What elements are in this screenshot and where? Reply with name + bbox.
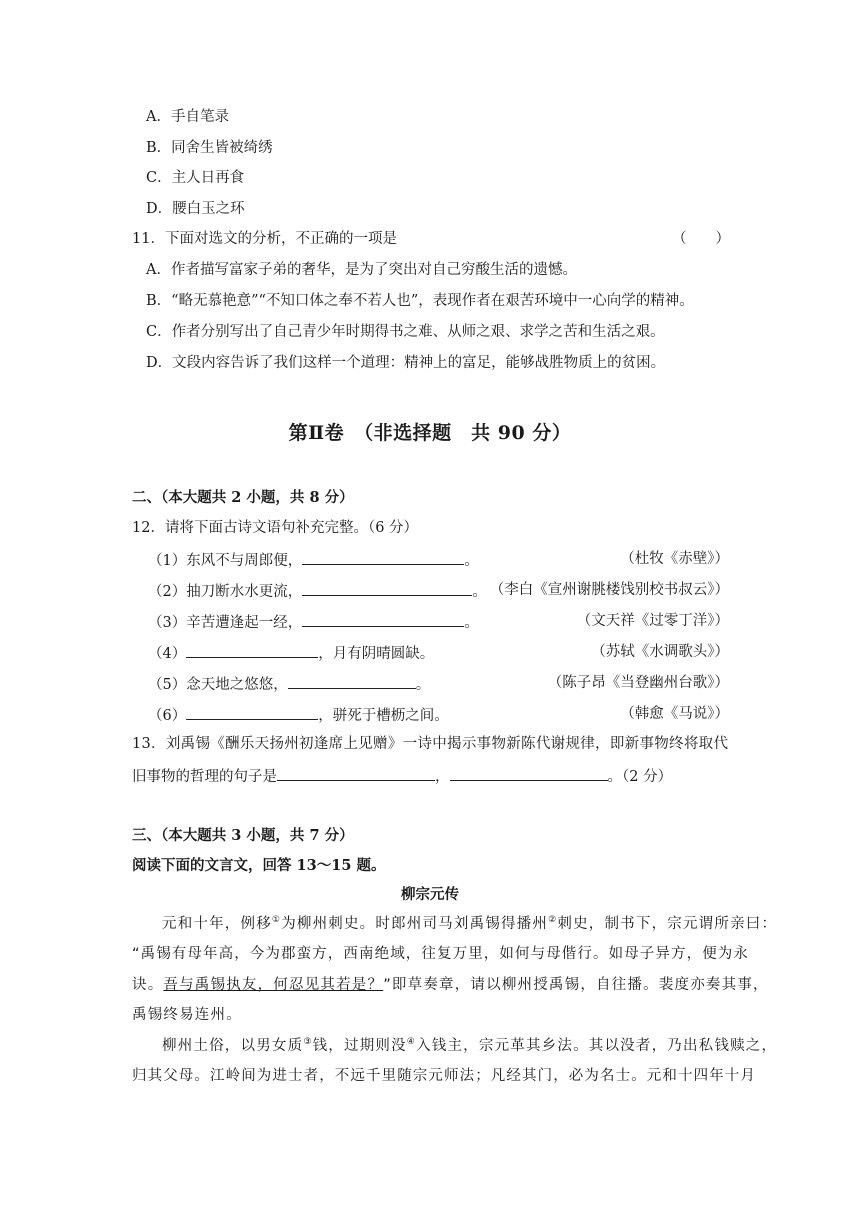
answer-blank[interactable]	[288, 673, 416, 689]
fill-item-suffix: ，骈死于槽枥之间。	[318, 708, 449, 724]
option-d: D．腰白玉之环	[146, 201, 245, 217]
fill-item-suffix: 。	[464, 615, 479, 631]
fill-item-source: （韩愈《马说》）	[620, 706, 729, 722]
reading-instruction: 阅读下面的文言文，回答 13～15 题。	[132, 857, 386, 874]
q11-option-d: D．文段内容告诉了我们这样一个道理：精神上的富足，能够战胜物质上的贫困。	[146, 355, 666, 371]
fill-item-prefix: （1）东风不与周郎便，	[148, 553, 303, 569]
answer-paren: （ ）	[672, 231, 730, 247]
question-11-stem: 11．下面对选文的分析，不正确的一项是	[132, 231, 397, 247]
underlined-sentence: 吾与禹锡执友，何忍见其若是？	[163, 977, 384, 993]
answer-blank[interactable]	[302, 549, 464, 565]
passage-text: 入钱主，宗元革其乡法。其以没者，乃出私钱赎之，	[416, 1038, 778, 1054]
fill-item-source: （李白《宣州谢朓楼饯别校书叔云》）	[489, 582, 729, 598]
fill-item-prefix: （4）	[148, 646, 187, 662]
note-ref: ②	[548, 915, 558, 926]
fill-item-suffix: 。	[472, 584, 487, 600]
q13-prefix: 旧事物的哲理的句子是	[132, 769, 277, 785]
answer-blank[interactable]	[186, 642, 318, 658]
answer-blank[interactable]	[186, 704, 318, 720]
q12-stem: 12．请将下面古诗文语句补充完整。（6 分）	[132, 520, 419, 536]
fill-item-prefix: （3）辛苦遭逢起一经，	[148, 615, 303, 631]
q11-option-a: A．作者描写富家子弟的奢华，是为了突出对自己穷酸生活的遗憾。	[146, 262, 577, 278]
q13-end: 。（2 分）	[607, 769, 673, 785]
option-b: B．同舍生皆被绮绣	[146, 140, 273, 156]
part2-heading: 二、（本大题共 2 小题，共 8 分）	[132, 489, 354, 506]
passage-line: 归其父母。江岭间为进士者，不远千里随宗元师法；凡经其门，必为名士。元和十四年十月	[132, 1068, 756, 1084]
fill-item-prefix: （5）念天地之悠悠，	[148, 677, 288, 693]
fill-item-5	[148, 673, 430, 695]
section-title: 第Ⅱ卷 （非选择题 共 90 分）	[288, 422, 572, 444]
fill-item-2	[148, 580, 487, 602]
passage-line: 禹锡终易连州。	[132, 1007, 242, 1023]
fill-item-source: （杜牧《赤壁》）	[620, 551, 729, 567]
fill-item-suffix: ，月有阴晴圆缺。	[318, 646, 435, 662]
q13-line2	[132, 765, 672, 787]
part3-heading: 三、（本大题共 3 小题，共 7 分）	[132, 827, 354, 844]
fill-item-3	[148, 611, 479, 633]
fill-item-suffix: 。	[464, 553, 479, 569]
fill-item-prefix: （6）	[148, 708, 187, 724]
answer-blank[interactable]	[302, 611, 464, 627]
passage-text: 钱，过期则没	[312, 1038, 407, 1054]
option-a: A．手自笔录	[146, 109, 229, 125]
passage-line: “禹锡有母年高，今为郡蛮方，西南绝域，往复万里，如何与母偕行。如母子异方，便为永	[132, 946, 750, 962]
note-ref: ①	[271, 915, 282, 926]
fill-item-6	[148, 704, 449, 726]
answer-blank[interactable]	[277, 765, 435, 781]
passage-text: 为柳州刺史。时郎州司马刘禹锡得播州	[281, 916, 549, 932]
passage-title: 柳宗元传	[401, 887, 459, 903]
fill-item-1	[148, 549, 479, 571]
fill-item-suffix: 。	[415, 677, 431, 693]
q13-line1: 13．刘禹锡《酬乐天扬州初逢席上见赠》一诗中揭示事物新陈代谢规律，即新事物终将取代	[132, 736, 729, 752]
passage-line	[162, 1036, 777, 1056]
q11-option-c: C．作者分别写出了自己青少年时期得书之难、从师之艰、求学之苦和生活之艰。	[146, 324, 665, 340]
q13-comma: ，	[435, 769, 450, 785]
fill-item-4	[148, 642, 434, 664]
passage-text: 刺史，制书下，宗元谓所亲曰：	[557, 916, 778, 932]
option-c: C．主人日再食	[146, 170, 245, 186]
fill-item-source: （陈子昂《当登幽州台歌》）	[547, 675, 729, 691]
answer-blank[interactable]	[302, 580, 472, 596]
note-ref: ④	[406, 1037, 417, 1048]
passage-line	[162, 914, 777, 934]
passage-text: 元和十年，例移	[162, 916, 272, 932]
note-ref: ③	[303, 1037, 313, 1048]
passage-text: ”即草奏章，请以柳州授禹锡，自往播。裴度亦奏其事，	[383, 977, 769, 993]
passage-line	[132, 975, 769, 995]
answer-blank[interactable]	[450, 765, 608, 781]
fill-item-source: （苏轼《水调歌头》）	[591, 644, 729, 660]
passage-text: 诀。	[132, 977, 164, 993]
passage-text: 柳州土俗，以男女质	[162, 1038, 304, 1054]
fill-item-source: （文天祥《过零丁洋》）	[576, 613, 729, 629]
fill-item-prefix: （2）抽刀断水水更流，	[148, 584, 303, 600]
q11-option-b: B．“略无慕艳意”“不知口体之奉不若人也”，表现作者在艰苦环境中一心向学的精神。	[146, 293, 694, 309]
